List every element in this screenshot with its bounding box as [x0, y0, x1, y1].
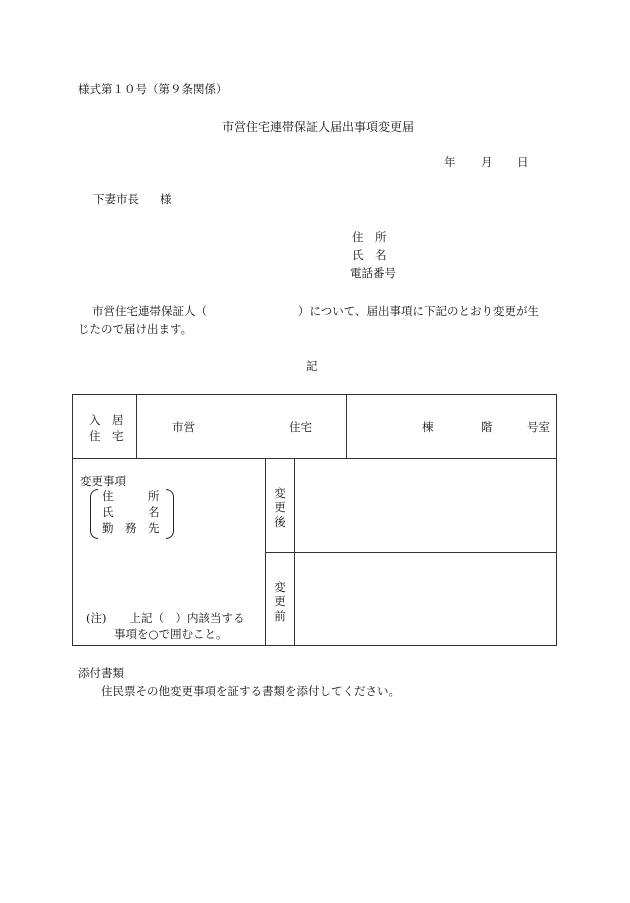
date-month: 月: [481, 155, 493, 169]
applicant-address-label: 住 所: [352, 230, 387, 244]
body-text-suffix: ）について、届出事項に下記のとおり変更が生: [298, 304, 540, 318]
addressee-name: 下妻市長: [93, 192, 139, 206]
item-address-left: 住: [102, 489, 114, 503]
document-title: 市営住宅連帯保証人届出事項変更届: [222, 120, 415, 134]
change-items-label: 変更事項: [80, 474, 126, 488]
left-paren-bracket: [90, 489, 98, 539]
before-change-label: 変更前: [274, 580, 286, 623]
body-text-prefix: 市営住宅連帯保証人（: [92, 304, 207, 318]
note-line-1: (注) 上記（ ）内該当する: [86, 611, 245, 625]
note-line-2: 事項を○で囲むこと。: [114, 627, 228, 641]
addressee-honorific: 様: [160, 192, 172, 206]
ki-label: 記: [306, 359, 318, 373]
item-name-left: 氏: [102, 505, 114, 519]
table-divider-v2: [346, 394, 347, 458]
item-address-right: 所: [148, 489, 160, 503]
attachment-text: 住民票その他変更事項を証する書類を添付してください。: [101, 684, 400, 698]
form-number: 様式第１０号（第９条関係）: [78, 82, 228, 96]
table-divider-v1: [136, 394, 137, 458]
date-day: 日: [517, 155, 529, 169]
applicant-phone-label: 電話番号: [350, 266, 396, 280]
body-text-line2: じたので届け出ます。: [78, 322, 193, 336]
right-paren-bracket: [166, 489, 174, 539]
municipal-label: 市営: [172, 420, 195, 434]
item-name-right: 名: [148, 505, 160, 519]
item-work-right: 先: [148, 521, 160, 535]
date-year: 年: [444, 155, 456, 169]
table-divider-h1: [72, 458, 557, 459]
housing-label: 住宅: [289, 420, 312, 434]
residence-label-2: 住 宅: [89, 429, 124, 443]
applicant-name-label: 氏 名: [352, 248, 387, 262]
residence-label-1: 入 居: [89, 413, 124, 427]
room-label: 号室: [527, 420, 550, 434]
attachment-heading: 添付書類: [78, 666, 124, 680]
after-change-label: 変更後: [274, 486, 286, 529]
building-label: 棟: [422, 420, 434, 434]
item-work-left: 勤 務: [102, 521, 137, 535]
floor-label: 階: [481, 420, 493, 434]
table-divider-h2: [265, 552, 557, 553]
